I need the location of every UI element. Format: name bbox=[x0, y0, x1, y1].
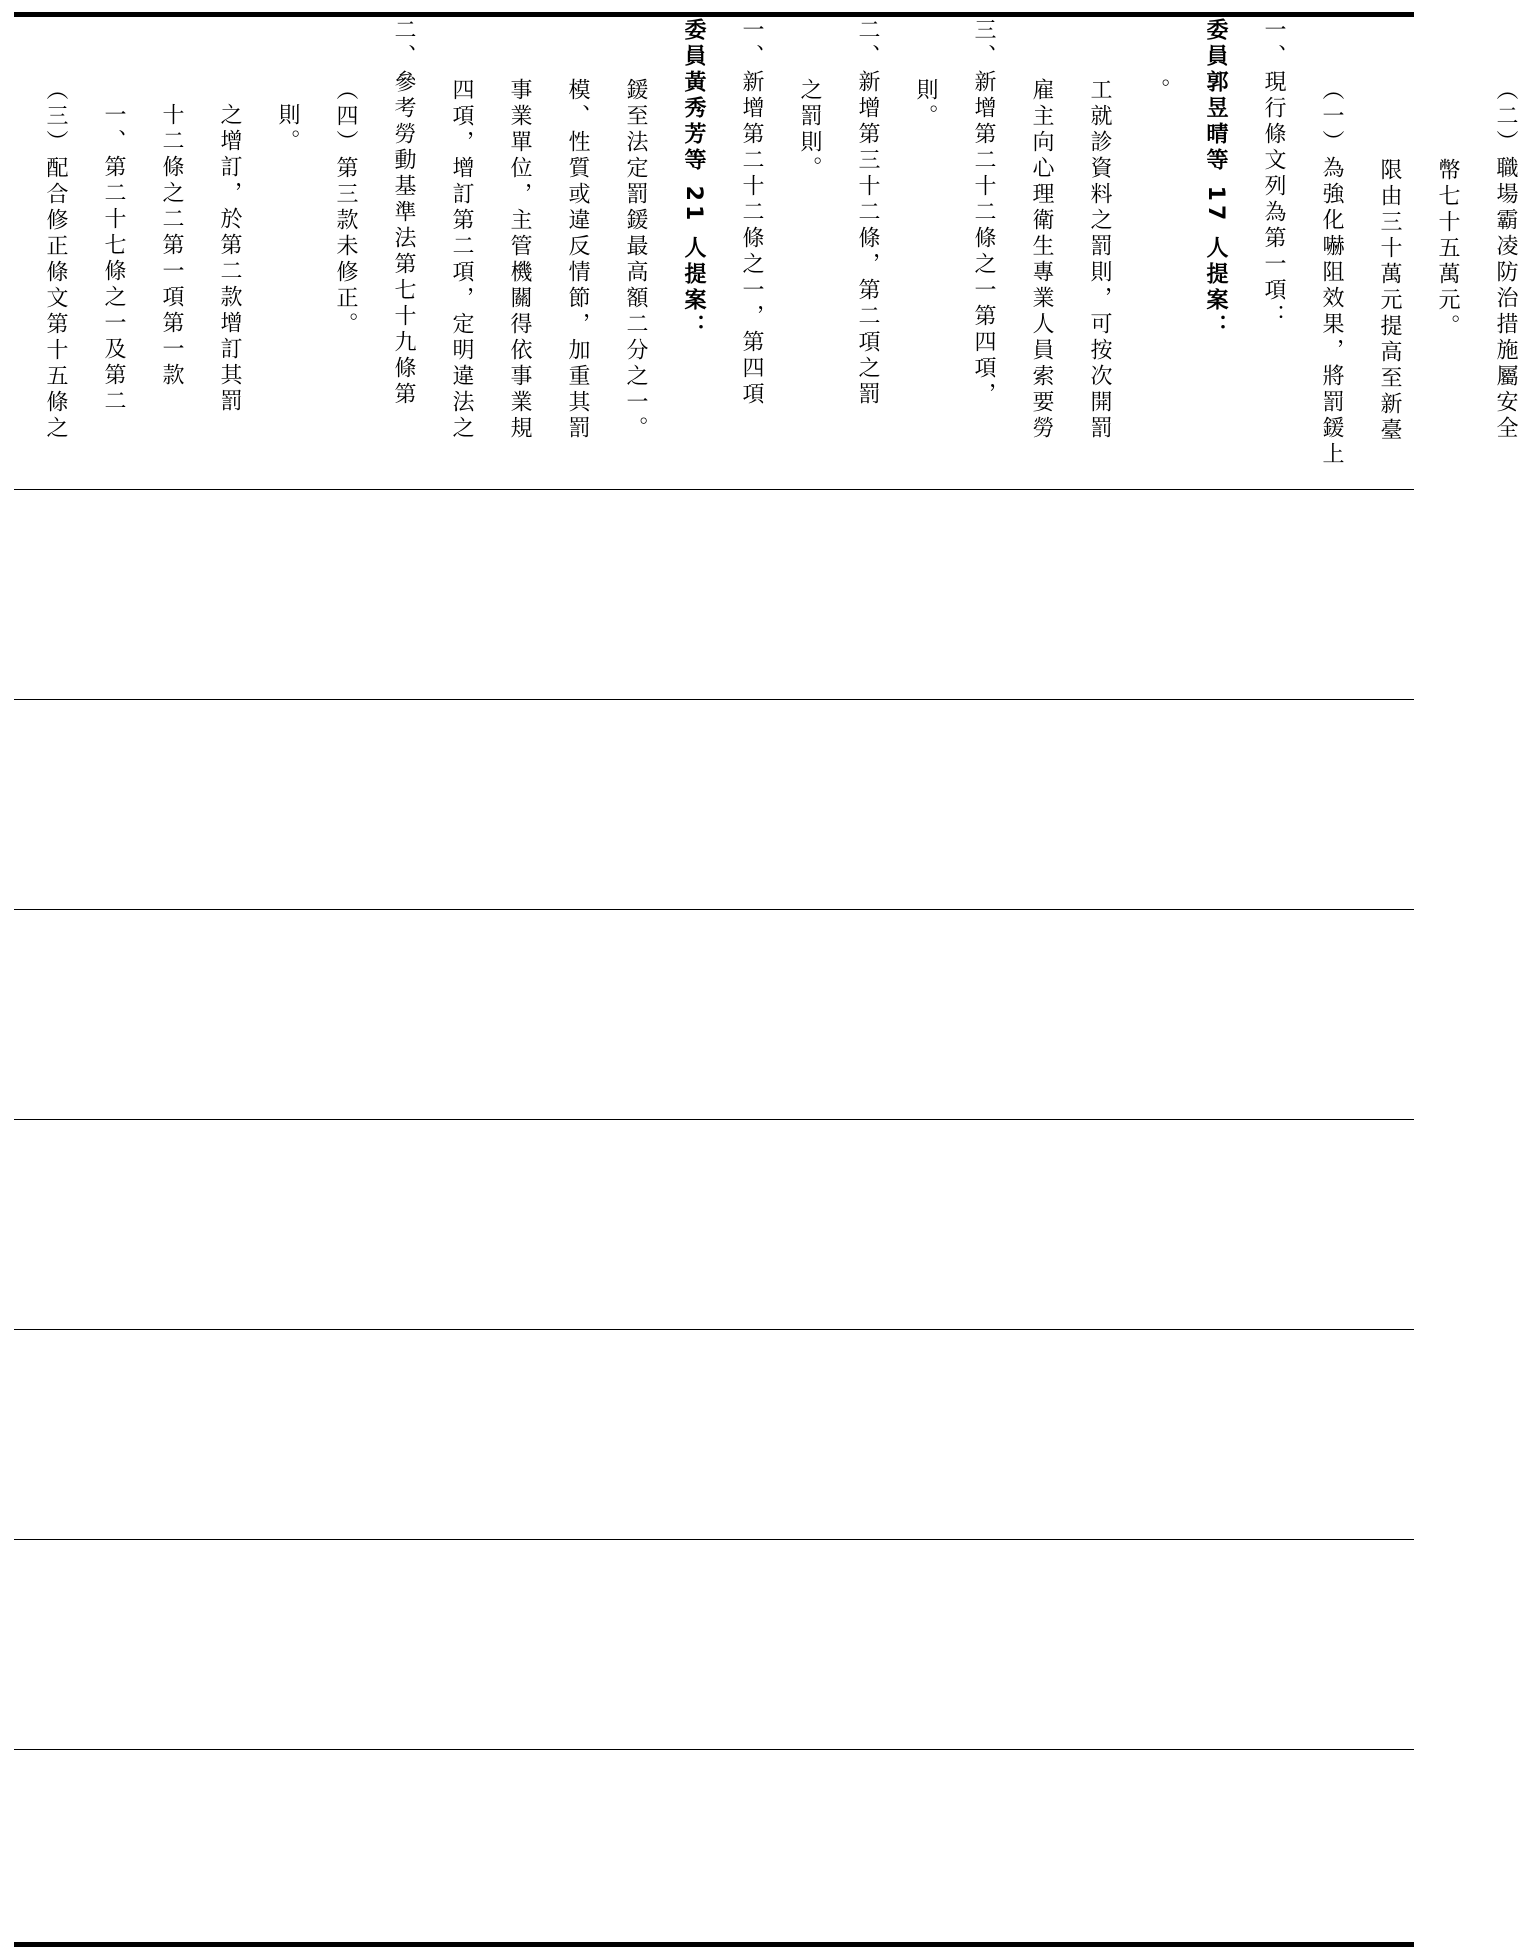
text-line: 鍰至法定罰鍰最高額二分之一。 bbox=[623, 78, 648, 442]
text-line: 三、新增第二十二條之一第四項， bbox=[971, 18, 996, 408]
empty-table-cell bbox=[14, 700, 1414, 908]
text-line: 雇主向心理衛生專業人員索要勞 bbox=[1029, 78, 1054, 442]
empty-table-cell bbox=[14, 1750, 1414, 1940]
text-line: 一、現行條文列為第一項： bbox=[1261, 18, 1286, 330]
text-line: 二、新增第三十二條，第二項之罰 bbox=[855, 18, 880, 408]
proposal-heading: 委員黃秀芳等 21 人提案： bbox=[681, 18, 706, 340]
text-line: 十二條之二第一項第一款 bbox=[159, 103, 184, 389]
empty-table-cell bbox=[14, 910, 1414, 1118]
empty-table-cell bbox=[14, 1540, 1414, 1748]
text-line: （四）第三款未修正。 bbox=[333, 78, 358, 338]
text-line: 一、新增第二十二條之一，第四項 bbox=[739, 18, 764, 408]
text-line: 二、參考勞動基準法第七十九條第 bbox=[391, 18, 416, 408]
text-line: 模、性質或違反情節，加重其罰 bbox=[565, 78, 590, 442]
text-line: 幣七十五萬元。 bbox=[1435, 158, 1460, 340]
text-line: （二）職場霸凌防治措施屬安全 bbox=[1493, 78, 1518, 442]
text-line: 四項，增訂第二項，定明違法之 bbox=[449, 78, 474, 442]
text-line: （三）配合修正條文第十五條之 bbox=[43, 78, 68, 442]
empty-table-cell bbox=[14, 1120, 1414, 1328]
text-line: 則。 bbox=[913, 78, 938, 130]
text-line: 工就診資料之罰則，可按次開罰 bbox=[1087, 78, 1112, 442]
text-line: 事業單位，主管機關得依事業規 bbox=[507, 78, 532, 442]
text-line: 。 bbox=[1145, 78, 1170, 104]
text-line: （一）為強化嚇阻效果，將罰鍰上 bbox=[1319, 78, 1344, 468]
empty-table-cell bbox=[14, 1330, 1414, 1538]
table-bottom-border bbox=[14, 1942, 1414, 1947]
text-line: 一、第二十七條之一及第二 bbox=[101, 103, 126, 415]
table-top-border bbox=[14, 12, 1414, 17]
vertical-text-cell bbox=[26, 18, 1518, 486]
empty-table-cell bbox=[14, 490, 1414, 698]
text-line: 限由三十萬元提高至新臺 bbox=[1377, 158, 1402, 444]
text-line: 之罰則。 bbox=[797, 78, 822, 182]
proposal-heading: 委員郭昱晴等 17 人提案： bbox=[1203, 18, 1228, 340]
text-line: 則。 bbox=[275, 103, 300, 155]
text-line: 之增訂，於第二款增訂其罰 bbox=[217, 103, 242, 415]
